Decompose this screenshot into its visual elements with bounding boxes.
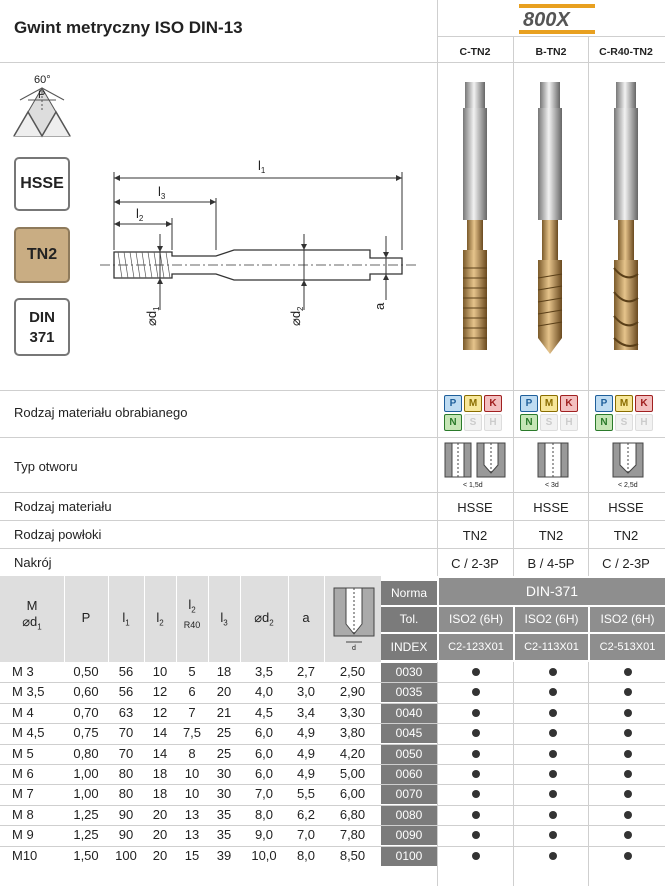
header-tol-3: ISO2 (6H) [590,607,665,632]
svg-text:l2: $l_2$ [136,206,144,223]
cell-l2r: 10 [184,766,200,781]
cell-l2: 20 [152,847,168,863]
cell-d2: 3,5 [254,664,274,679]
table-row [0,682,665,702]
thread-profile-icon [12,70,74,140]
row-label-coating: Rodzaj powłoki [14,527,102,542]
availability-dot [549,831,557,839]
cell-p: 0,75 [73,725,99,741]
svg-text:P: P [38,89,46,101]
availability-dot [624,852,632,860]
cell-l3: 35 [216,827,232,843]
row-label-material-group: Rodzaj materiału obrabianego [14,405,188,420]
cell-l3: 30 [216,786,232,802]
cell-d2: 4,5 [254,704,274,720]
cell-index: 0030 [381,663,437,682]
coating-value-2: TN2 [538,528,564,543]
cell-p: 0,60 [73,684,99,700]
divider [588,36,589,576]
tap-image-b-tn2 [530,78,570,358]
header-norma: Norma [381,581,437,605]
cell-l3: 21 [216,704,232,720]
table-row [0,703,665,723]
cell-l1: 100 [115,847,137,863]
cell-l2r: 10 [184,786,200,802]
material-group-icon-2: P M K N S H [520,395,580,431]
cell-drill: 3,30 [339,704,366,720]
cell-p: 1,25 [73,806,99,822]
divider [437,662,438,886]
cell-l2: 18 [152,786,168,802]
availability-dot [549,790,557,798]
cell-l2r: 7,5 [182,725,202,741]
cell-index: 0040 [381,704,437,723]
cell-drill: 8,50 [339,847,366,863]
cell-l3: 39 [216,847,232,863]
tap-image-c-tn2 [455,78,495,358]
svg-text:⌀d2: $⌀d_2$ [288,306,305,326]
svg-text:l1: $l_1$ [258,158,266,175]
cell-index: 0060 [381,765,437,784]
availability-dot [472,790,480,798]
header-index-1: C2-123X01 [439,634,513,660]
cell-l2r: 15 [184,847,200,863]
availability-dot [472,852,480,860]
cell-l2r: 13 [184,806,200,822]
table-row [0,662,665,682]
table-row [0,744,665,764]
cell-a: 8,0 [296,847,316,863]
availability-dot [549,688,557,696]
availability-dot [549,811,557,819]
availability-dot [472,668,480,676]
coating-value-1: TN2 [462,528,488,543]
cell-a: 4,9 [296,745,316,761]
cell-drill: 2,90 [339,684,366,700]
tap-technical-drawing [100,150,420,340]
cell-d2: 4,0 [254,684,274,700]
cell-p: 0,70 [73,704,99,720]
cell-index: 0045 [381,724,437,743]
cell-l2: 12 [152,704,168,720]
header-index-2: C2-113X01 [515,634,588,660]
cell-a: 4,9 [296,725,316,741]
drill-hole-icon [330,584,378,652]
table-row [0,846,665,866]
svg-text:d: d [352,645,356,652]
standard-badge [14,298,70,356]
cell-drill: 3,80 [339,725,366,741]
brand-logo [519,4,595,34]
availability-dot [549,852,557,860]
hole-type-icon-2 [521,441,585,489]
divider [0,437,665,438]
cell-p: 1,00 [73,786,99,802]
availability-dot [549,750,557,758]
material-badge: HSSE [14,157,70,211]
availability-dot [624,790,632,798]
row-label-material: Rodzaj materiału [14,499,112,514]
header-index-3: C2-513X01 [590,634,665,660]
header-l2: $l_2$ [156,610,164,628]
cell-d2: 7,0 [254,786,274,802]
divider [588,662,589,886]
column-head-2: B-TN2 [535,46,567,58]
cell-l3: 35 [216,806,232,822]
table-row [0,784,665,804]
cell-p: 1,00 [73,766,99,781]
cell-d2: 6,0 [254,766,274,781]
coating-value-3: TN2 [613,528,639,543]
header-l2-r40: $l_2$ R40 [183,597,201,630]
availability-dot [624,811,632,819]
cell-l1: 63 [118,704,134,720]
cell-l3: 25 [216,725,232,741]
header-d2: $⌀d_2$ [254,610,274,628]
availability-dot [472,770,480,778]
cell-l2: 14 [152,745,168,761]
header-index: INDEX [381,634,437,660]
divider [0,62,665,63]
page-title: Gwint metryczny ISO DIN-13 [14,18,243,37]
cell-m: M 7 [12,786,34,802]
divider [0,492,665,493]
cell-l1: 90 [118,827,134,843]
hole-type-icon-1 [443,441,507,489]
cell-drill: 6,00 [339,786,366,802]
availability-dot [549,770,557,778]
cell-d2: 9,0 [254,827,274,843]
row-label-hole-type: Typ otworu [14,459,78,474]
cell-l2r: 13 [184,827,200,843]
cell-l1: 80 [118,766,134,781]
availability-dot [472,709,480,717]
header-l3: $l_3$ [220,610,228,628]
cell-a: 7,0 [296,827,316,843]
cell-l3: 20 [216,684,232,700]
availability-dot [472,750,480,758]
material-value-1: HSSE [457,500,493,515]
availability-dot [549,729,557,737]
hole-type-icon-3 [596,441,660,489]
header-tol-1: ISO2 (6H) [439,607,513,632]
cell-m: M 6 [12,766,34,781]
table-row [0,723,665,743]
cell-l2: 14 [152,725,168,741]
cell-d2: 8,0 [254,806,274,822]
cell-index: 0080 [381,806,437,825]
svg-text:60°: 60° [34,74,51,86]
cell-l1: 90 [118,806,134,822]
cell-l2: 10 [152,664,168,679]
header-tol-2: ISO2 (6H) [515,607,588,632]
cell-drill: 5,00 [339,766,366,781]
cell-l3: 18 [216,664,232,679]
material-value-3: HSSE [608,500,644,515]
availability-dot [624,831,632,839]
svg-text:< 3d: < 3d [545,482,559,489]
cell-drill: 2,50 [339,664,366,679]
availability-dot [472,688,480,696]
cell-l1: 56 [118,664,134,679]
divider [437,36,665,37]
svg-text:l3: $l_3$ [158,184,166,201]
svg-text:a: a [372,302,387,310]
availability-dot [624,688,632,696]
cell-a: 2,7 [296,664,316,679]
cell-m: M 5 [12,745,34,761]
cell-l2: 12 [152,684,168,700]
cell-drill: 6,80 [339,806,366,822]
material-group-icon-3: P M K N S H [595,395,655,431]
cell-m: M 4,5 [12,725,45,741]
header-p: P [81,610,91,625]
cell-m: M10 [12,847,38,863]
cell-d2: 6,0 [254,745,274,761]
cell-d2: 6,0 [254,725,274,741]
table-row [0,764,665,784]
cell-m: M 4 [12,704,34,720]
availability-dot [472,831,480,839]
cell-l1: 80 [118,786,134,802]
header-a: a [302,610,310,625]
table-row [0,825,665,845]
cell-p: 1,25 [73,827,99,843]
cell-a: 4,9 [296,766,316,781]
divider [513,662,514,886]
availability-dot [624,729,632,737]
cell-p: 0,80 [73,745,99,761]
availability-dot [624,750,632,758]
cell-l2r: 6 [188,684,196,700]
cell-l3: 30 [216,766,232,781]
cell-index: 0035 [381,683,437,702]
cell-l2: 18 [152,766,168,781]
coating-badge: TN2 [14,227,70,283]
tap-image-c-r40-tn2 [606,78,646,358]
cell-l2r: 7 [188,704,196,720]
cell-a: 3,4 [296,704,316,720]
standard-badge-line2: 371 [29,329,55,346]
divider [0,520,665,521]
svg-text:800X: 800X [523,9,570,31]
svg-text:⌀d1: $⌀d_1$ [144,306,161,326]
divider [0,390,665,391]
column-head-3: C-R40-TN2 [599,46,653,58]
cell-l2: 20 [152,827,168,843]
cell-a: 5,5 [296,786,316,802]
header-din: DIN-371 [439,578,665,605]
row-label-chamfer: Nakrój [14,555,52,570]
column-head-1: C-TN2 [459,46,491,58]
table-row [0,805,665,825]
cell-index: 0090 [381,826,437,845]
cell-l2: 20 [152,806,168,822]
divider [0,548,665,549]
cell-index: 0100 [381,847,437,866]
cell-m: M 3,5 [12,684,45,700]
svg-text:< 2,5d: < 2,5d [618,482,638,489]
divider [437,0,438,576]
divider [513,36,514,576]
availability-dot [624,668,632,676]
cell-l2r: 8 [188,745,196,761]
chamfer-value-3: C / 2-3P [602,556,650,571]
cell-l1: 70 [118,725,134,741]
cell-p: 1,50 [73,847,99,863]
material-value-2: HSSE [533,500,569,515]
cell-index: 0070 [381,785,437,804]
cell-m: M 3 [12,664,34,679]
cell-p: 0,50 [73,664,99,679]
availability-dot [549,709,557,717]
svg-text:< 1,5d: < 1,5d [463,482,483,489]
cell-l1: 70 [118,745,134,761]
material-group-icon-1: P M K N S H [444,395,504,431]
availability-dot [624,709,632,717]
availability-dot [472,729,480,737]
cell-l1: 56 [118,684,134,700]
cell-a: 6,2 [296,806,316,822]
standard-badge-line1: DIN [29,309,55,326]
availability-dot [624,770,632,778]
cell-m: M 9 [12,827,34,843]
chamfer-value-2: B / 4-5P [527,556,575,571]
cell-l2r: 5 [188,664,196,679]
header-l1: $l_1$ [122,610,130,628]
cell-drill: 4,20 [339,745,366,761]
cell-l3: 25 [216,745,232,761]
header-tol: Tol. [381,607,437,632]
header-m: M $⌀d_1$ [22,598,42,632]
cell-drill: 7,80 [339,827,366,843]
cell-index: 0050 [381,745,437,764]
cell-m: M 8 [12,806,34,822]
cell-d2: 10,0 [251,847,277,863]
chamfer-value-1: C / 2-3P [451,556,499,571]
availability-dot [549,668,557,676]
cell-a: 3,0 [296,684,316,700]
availability-dot [472,811,480,819]
